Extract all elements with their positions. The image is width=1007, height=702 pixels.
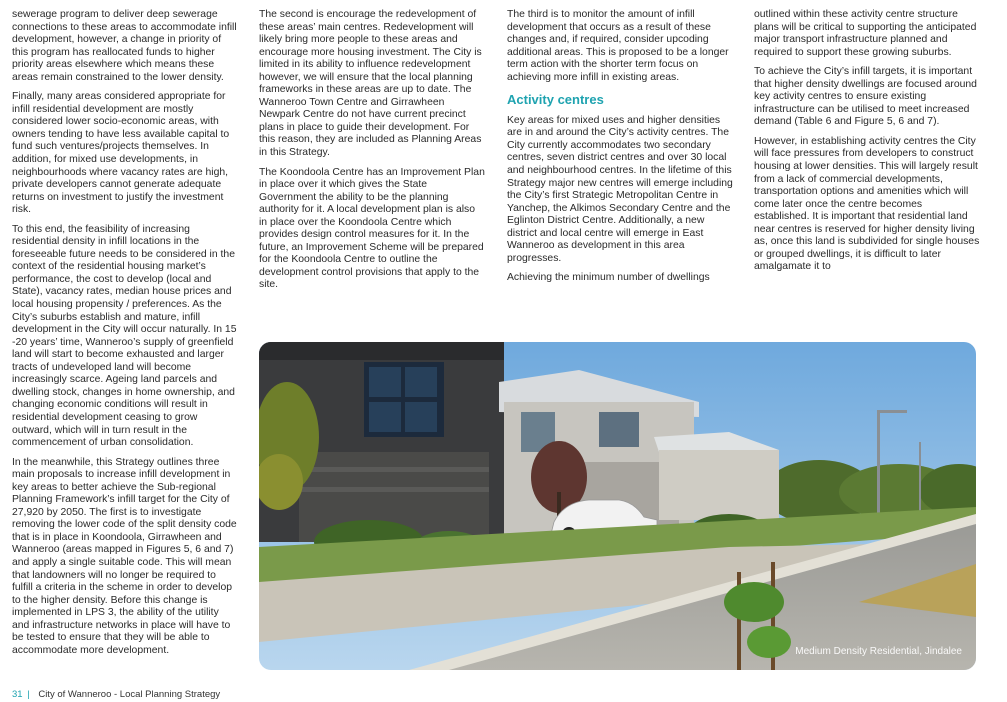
paragraph: sewerage program to deliver deep sewerage connections to these areas to accommodate infill development, however, a change in priority of this program has reallocated funds to higher priority areas elsewhere which means these areas remain constrained to the lower density. xyxy=(12,9,237,83)
paragraph: outlined within these activity centre structure plans will be critical to supporting the anticipated major transport infrastructure planned and required to support these growing suburbs. xyxy=(754,9,977,58)
paragraph: The second is encourage the redevelopment of these areas’ main centres. Redevelopment will likely bring more people to these areas and encourage more housing investment. The City is limited in its ability to influence redevelopment however, we will ensure that the local planning frameworks in these areas are up to date. The Wanneroo Town Centre and Girrawheen Newpark Centre do not have current precinct plans in place to guide their development. For this reason, they are included as Planning Areas in this Strategy. xyxy=(259,9,482,159)
section-heading-activity-centres: Activity centres xyxy=(507,92,604,108)
street-scene-illustration xyxy=(259,342,976,670)
paragraph: The Koondoola Centre has an Improvement Plan in place over it which gives the State Government the ability to be the planning authority for it. A local development plan is also in place over the Koondoola Centre which provides design control measures for it. In the future, an Improvement Scheme will be prepared for the Koondoola Centre to outline the development control provisions that apply to the site. xyxy=(259,166,485,291)
page-footer xyxy=(12,689,220,700)
paragraph: However, in establishing activity centres the City will face pressures from developers to construct housing at lower densities. This will largely result from a lack of commercial developments, transportation options and amenities which will come later once the centre becomes established. It is important that residential land near centres is reserved for higher density living as, once this land is subdivided for single houses or grouped dwellings, it is difficult to later amalgamate it to xyxy=(754,135,980,273)
paragraph: In the meanwhile, this Strategy outlines three main proposals to increase infill development in key areas to better achieve the Sub-regional Planning Framework’s infill target for the City of 27,920 by 2050. The first is to investigate removing the lower code of the split density code that is in place in Koondoola, Girrawheen and Wanneroo (areas mapped in Figures 5, 6 and 7) and apply a single suitable code. This will mean that landowners will no longer be required to fulfill a criteria in the scheme in order to develop to the higher density. Before this change is implemented in LPS 3, the ability of the utility and infrastructure networks in place will have to be tested to ensure that they will be able to accommodate more development. xyxy=(12,456,237,656)
paragraph: Finally, many areas considered appropriate for infill residential development are mostly considered lower socio-economic areas, with owners tending to have less available capital to fund such ventures/projects themselves. In addition, for mixed use developments, in neighbourhoods where vacancy rates are high, private developers cannot generate adequate returns on investment to justify the investment risk. xyxy=(12,91,230,216)
text-column-4 xyxy=(754,9,980,281)
photo-caption: Medium Density Residential, Jindalee xyxy=(795,646,962,657)
paragraph: Achieving the minimum number of dwellings xyxy=(507,272,710,284)
text-column-3 xyxy=(507,9,733,292)
text-column-2 xyxy=(259,9,485,299)
paragraph: To achieve the City’s infill targets, it is important that higher density dwellings are focused around key activity centres to ensure existing infrastructure can be utilised to meet increased demand (Table 6 and Figure 5, 6 and 7). xyxy=(754,66,977,128)
paragraph: Key areas for mixed uses and higher densities are in and around the City’s activity centres. The City currently accommodates two secondary centres, seven district centres and over 30 local and neighbourhood centres. In the lifetime of this Strategy major new centres will emerge including the City’s first Strategic Metropolitan Centre in Yanchep, the Alkimos Secondary Centre and the Eglinton District Centre. Additionally, a new district and local centre will emerge in East Wanneroo as development in this area progresses. xyxy=(507,114,733,264)
footer-separator: | xyxy=(27,689,30,700)
page-number: 31 xyxy=(12,689,23,700)
paragraph: The third is to monitor the amount of infill development that occurs as a result of these changes and, if required, consider upcoding additional areas. This is proposed to be a longer term action with the shorter term focus on achieving more infill in existing areas. xyxy=(507,9,729,83)
document-title: City of Wanneroo - Local Planning Strategy xyxy=(38,689,221,700)
street-photo xyxy=(259,342,976,670)
text-column-1 xyxy=(12,9,238,664)
paragraph: To this end, the feasibility of increasing residential density in infill locations in the foreseeable future needs to be considered in the context of the residential housing market’s performance, the cost to develop (local and State), vacancy rates, median house prices and local housing propensity / preferences. As the City’s suburbs establish and mature, infill development in the City will occur naturally. In 15 -20 years’ time, Wanneroo’s supply of greenfield land will start to become exhausted and larger tracts of undeveloped land will become increasingly scarce. Ageing land parcels and dwelling stock, changes in home ownership, and changing economic conditions will result in residential development ceasing to grow outward, which will in turn result in the commencement of urban consolidation. xyxy=(12,223,237,449)
